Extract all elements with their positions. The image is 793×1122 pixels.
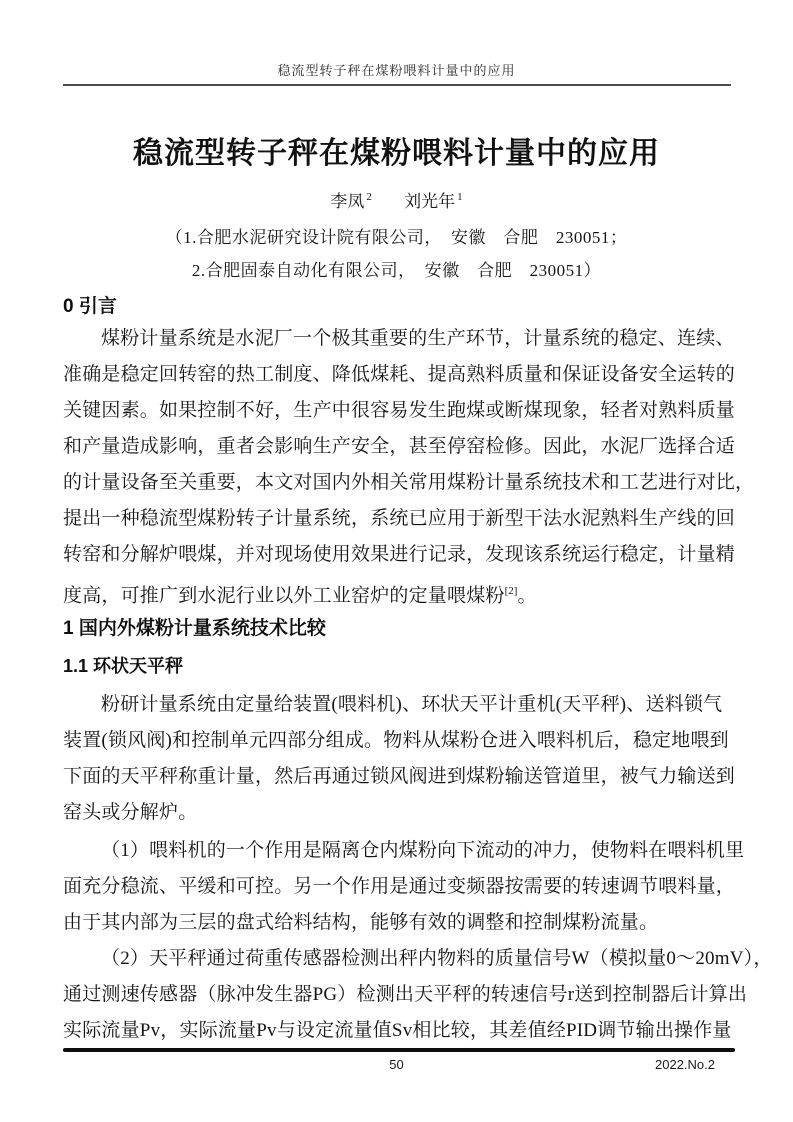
- section-heading-1: 1 国内外煤粉计量系统技术比较: [63, 618, 326, 639]
- paragraph-line: 提出一种稳流型煤粉转子计量系统，系统已应用于新型干法水泥熟料生产线的回: [63, 508, 736, 529]
- section-heading-introduction: 0 引言: [63, 296, 117, 317]
- paragraph-text: 。: [517, 585, 537, 607]
- paragraph-line: 下面的天平秤称重计量，然后再通过锁风阀进到煤粉输送管道里，被气力输送到: [63, 766, 736, 787]
- page-title: 稳流型转子秤在煤粉喂料计量中的应用: [133, 137, 660, 170]
- citation-reference: [2]: [504, 585, 518, 597]
- issue-label: 2022.No.2: [655, 1057, 715, 1072]
- paragraph-line: 和产量造成影响，重者会影响生产安全，甚至停窑检修。因此，水泥厂选择合适: [63, 436, 736, 457]
- paragraph-line: 粉研计量系统由定量给装置(喂料机)、环状天平计重机(天平秤)、送料锁气: [101, 694, 723, 715]
- author-1-affiliation-ref: 2: [366, 191, 372, 204]
- paragraph-line: （2）天平秤通过荷重传感器检测出秤内物料的质量信号W（模拟量0～20mV），: [101, 948, 773, 969]
- author-2: [404, 192, 463, 211]
- page-number: 50: [389, 1057, 404, 1072]
- paragraph-line: 转窑和分解炉喂煤，并对现场使用效果进行记录，发现该系统运行稳定，计量精: [63, 544, 736, 565]
- paragraph-line: 窑头或分解炉。: [63, 802, 198, 823]
- paragraph-line: 实际流量Pv，实际流量Pv与设定流量值Sv相比较，其差值经PID调节输出操作量: [63, 1020, 732, 1041]
- paragraph-line: 准确是稳定回转窑的热工制度、降低煤耗、提高熟料质量和保证设备安全运转的: [63, 364, 736, 385]
- footer-rule: [63, 1048, 735, 1052]
- header-rule: [63, 84, 731, 86]
- section-heading-1-1: 1.1 环状天平秤: [63, 656, 184, 676]
- paragraph-line: 由于其内部为三层的盘式给料结构，能够有效的调整和控制煤粉流量。: [63, 912, 659, 933]
- author-1-name: 李凤: [330, 192, 365, 211]
- paragraph-line: 装置(锁风阀)和控制单元四部分组成。物料从煤粉仓进入喂料机后，稳定地喂到: [63, 730, 729, 751]
- paragraph-line: 通过测速传感器（脉冲发生器PG）检测出天平秤的转速信号r送到控制器后计算出: [63, 984, 748, 1005]
- paragraph-line: 面充分稳流、平缓和可控。另一个作用是通过变频器按需要的转速调节喂料量，: [63, 876, 736, 897]
- affiliation-line-1: （1.合肥水泥研究设计院有限公司， 安徽 合肥 230051；: [165, 228, 628, 247]
- paragraph-line: 煤粉计量系统是水泥厂一个极其重要的生产环节，计量系统的稳定、连续、: [101, 328, 735, 349]
- author-2-name: 刘光年: [404, 192, 456, 211]
- authors-line: [0, 187, 793, 212]
- paragraph-line: （1）喂料机的一个作用是隔离仓内煤粉向下流动的冲力，使物料在喂料机里: [101, 840, 745, 861]
- paragraph-line: 的计量设备至关重要，本文对国内外相关常用煤粉计量系统技术和工艺进行对比，: [63, 472, 755, 493]
- paragraph-text: 度高，可推广到水泥行业以外工业窑炉的定量喂煤粉: [63, 585, 505, 607]
- author-1: [330, 192, 372, 211]
- paragraph-line-with-citation: [63, 580, 763, 607]
- paragraph-line: 关键因素。如果控制不好，生产中很容易发生跑煤或断煤现象，轻者对熟料质量: [63, 400, 736, 421]
- affiliation-line-2: 2.合肥固泰自动化有限公司， 安徽 合肥 230051）: [191, 261, 602, 280]
- running-header: 稳流型转子秤在煤粉喂料计量中的应用: [277, 63, 516, 78]
- author-2-affiliation-ref: 1: [457, 191, 463, 204]
